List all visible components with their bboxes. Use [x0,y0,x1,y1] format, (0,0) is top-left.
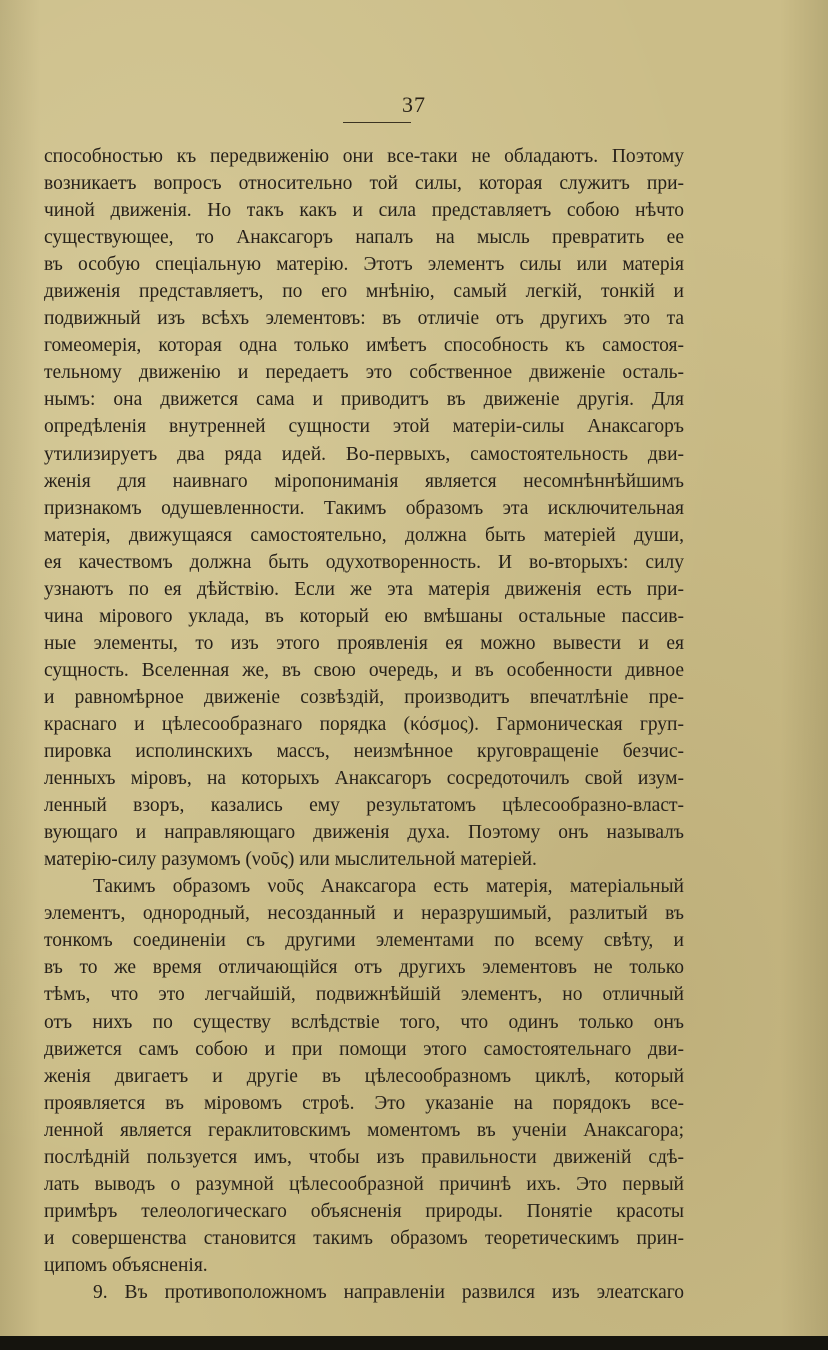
text-line: ленной является гераклитовскимъ моментомъ въ ученіи Анаксагора; [44,1119,684,1141]
text-line: нымъ: она движется сама и приводитъ въ движеніе другія. Для [44,389,684,411]
text-line: гомеомерія, которая одна только имѣетъ способность къ самостоя- [44,335,684,357]
text-line: и равномѣрное движеніе созвѣздій, производитъ впечатлѣніе пре- [44,686,684,708]
text-line: матерію-силу разумомъ (νοῦς) или мыслительной матеріей. [44,849,537,871]
text-line: узнаютъ по ея дѣйствію. Если же эта матерія движенія есть при- [44,578,684,600]
text-line: проявляется въ міровомъ строѣ. Это указаніе на порядокъ все- [44,1092,684,1114]
text-line: сущность. Вселенная же, въ свою очередь, и въ особенности дивное [44,659,684,681]
text-line: тонкомъ соединеніи съ другими элементами по всему свѣту, и [44,930,684,952]
text-line: ленныхъ міровъ, на которыхъ Анаксагоръ сосредоточилъ свой изум- [44,768,684,790]
text-line: женія для наивнаго міропониманія является несомнѣннѣйшимъ [44,470,684,492]
text-line: женія двигаетъ и другіе въ цѣлесообразномъ циклѣ, который [44,1065,684,1087]
text-line: утилизируетъ два ряда идей. Во-первыхъ, самостоятельность дви- [44,443,684,465]
text-line: чина мірового уклада, въ который ею вмѣшаны остальные пассив- [44,605,684,627]
text-line: матерія, движущаяся самостоятельно, должна быть матеріей души, [44,524,684,546]
text-line: краснаго и цѣлесообразнаго порядка (κόσμος). Гармоническая груп- [44,713,684,735]
text-line: подвижный изъ всѣхъ элементовъ: въ отличіе отъ другихъ это та [44,308,684,330]
text-line: въ особую спеціальную матерію. Этотъ элементъ силы или матерія [44,254,684,276]
text-line: существующее, то Анаксагоръ напалъ на мысль превратить ее [44,227,684,249]
text-line: примѣръ телеологическаго объясненія природы. Понятіе красоты [44,1200,684,1222]
text-line: пировка исполинскихъ массъ, неизмѣнное круговращеніе безчис- [44,741,684,763]
text-line: признакомъ одушевленности. Такимъ образомъ эта исключительная [44,497,684,519]
text-line: тѣмъ, что это легчайшій, подвижнѣйшій элементъ, но отличный [44,984,684,1006]
text-line: ципомъ объясненія. [44,1254,208,1276]
text-line: тельному движенію и передаетъ это собственное движеніе осталь- [44,362,684,384]
page-number: 37 [402,92,426,117]
text-line: и совершенства становится такимъ образомъ теоретическимъ прин- [44,1227,684,1249]
text-line: движется самъ собою и при помощи этого самостоятельнаго дви- [44,1038,684,1060]
text-line: опредѣленія внутренней сущности этой матеріи-силы Анаксагоръ [44,416,684,438]
body-text [44,143,684,1306]
text-line: элементъ, однородный, несозданный и неразрушимый, разлитый въ [44,903,684,925]
text-line: въ то же время отличающійся отъ другихъ элементовъ не только [44,957,684,979]
scan-bottom-edge [0,1336,828,1350]
text-line: Такимъ образомъ νοῦς Анаксагора есть матерія, матеріальный [93,876,684,898]
text-line: ея качествомъ должна быть одухотворенность. И во-вторыхъ: силу [44,551,684,573]
text-line: послѣдній пользуется имъ, чтобы изъ правильности движеній сдѣ- [44,1146,684,1168]
text-line: чиной движенія. Но такъ какъ и сила представляетъ собою нѣчто [44,200,684,222]
text-line: лать выводъ о разумной цѣлесообразной причинѣ ихъ. Это первый [44,1173,684,1195]
header-rule [343,122,411,123]
text-line: 9. Въ противоположномъ направленіи развился изъ элеатскаго [93,1281,684,1303]
text-line: ные элементы, то изъ этого проявленія ея можно вывести и ея [44,632,684,654]
text-line: движенія представляетъ, по его мнѣнію, самый легкій, тонкій и [44,281,684,303]
text-line: способностью къ передвиженію они все-таки не обладаютъ. Поэтому [44,146,684,167]
text-line: отъ нихъ по существу вслѣдствіе того, что одинъ только онъ [44,1011,684,1033]
text-line: вующаго и направляющаго движенія духа. Поэтому онъ называлъ [44,822,684,844]
text-line: ленный взоръ, казались ему результатомъ цѣлесообразно-власт- [44,795,684,817]
text-line: возникаетъ вопросъ относительно той силы, которая служитъ при- [44,173,684,195]
